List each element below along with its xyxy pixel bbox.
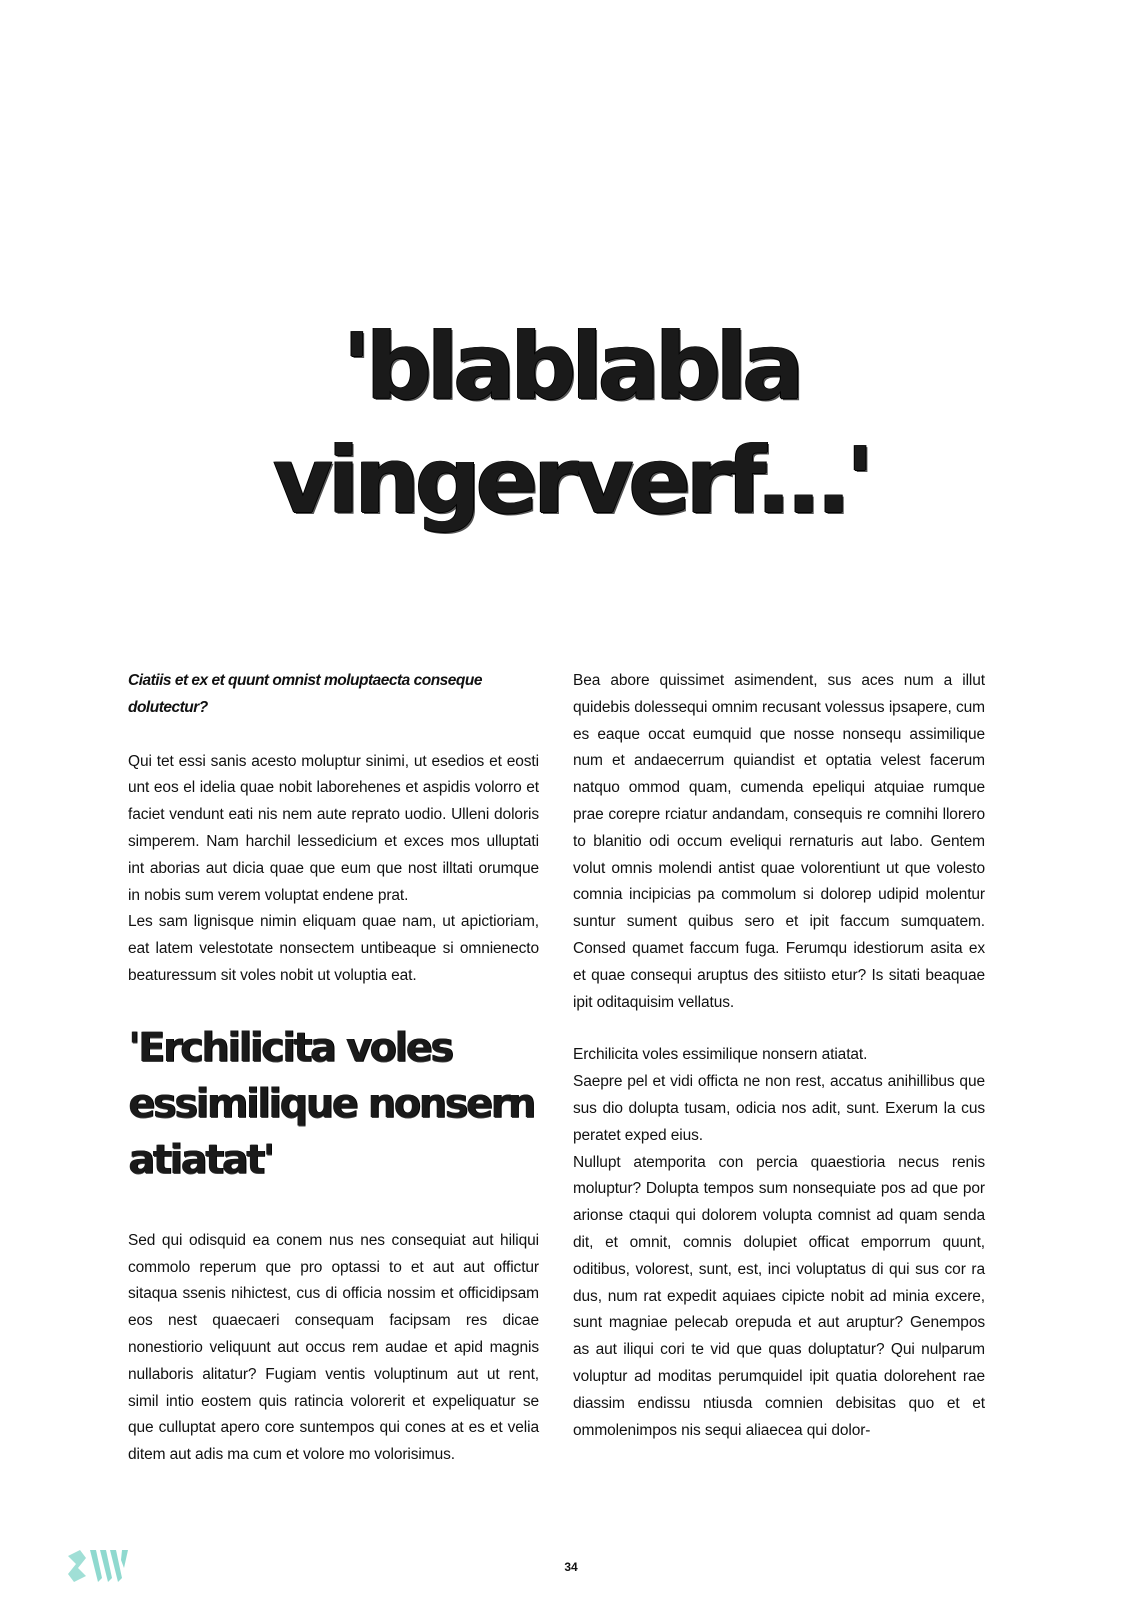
body-paragraph: Bea abore quissimet asimendent, sus aces num a illut quidebis dolessequi omnim recusant volessus ipsapere, cum es eaque occat eumquid que nosse nonsequ assimilique num et andaecerrum quiandist et optatia velest facerum natquo ommod quam, cumenda epeliqui atquiae rumque prae corepre rciatur andandam, consequis re comnihi llorero to blanitio odi occum eveliqui rernaturis aut labo. Gentem volut omnis molendi antist quae volorentiunt ut que volesto comnia incipicias pa commolum si dolorep udipid molentur suntur sument quibus sero et ipit faccum sumquatem. Consed quamet faccum fuga. Ferumqu idestiorum asita ex et quae consequi aruptus des sitiisto etur? Is sitati beaquae ipit oditaquisim vellatus.: [573, 672, 985, 1011]
body-paragraph: Erchilicita voles essimilique nonsern atiatat.: [573, 1046, 868, 1064]
right-column: [573, 668, 985, 1444]
page-title: [0, 310, 1142, 538]
body-paragraph: Qui tet essi sanis acesto moluptur sinimi, ut esedios et eosti unt eos el idelia quae nobit laborehenes et aspidis volorro et faciet vendunt eati nis nem aute reprato uodio. Ulleni doloris simperem. Nam harchil lessedicium et exces mos ulluptati int aborias aut dicia quae que eum que nost illtati orumque in nobis sum verem voluptat endene prat.: [128, 752, 539, 904]
lead-question: Ciatiis et ex et quunt omnist moluptaecta conseque dolutectur?: [128, 672, 482, 716]
body-paragraph: Nullupt atemporita con percia quaestioria necus renis moluptur? Dolupta tempos sum nonsequiate pos ad que por arionse ctaqui qui dolorem volupta comnist ad quam senda dit, et omnit, comnis dolupiet officat emporrum quunt, oditibus, volorest, sunt, est, inci voluptatus di qui sus cor ra dus, num rat expedit aquiaes cipicte nobit ad minia excere, sunt magniae pelecab orepuda et aut aruptur? Genempos as aut iliqui cori te vid que quas doluptatur? Qui nulparum voluptur ad moditas perumquidel ipit quatia dolorehent rae diassim endissu ntiusda comnien debisitas quo et et ommolenimpos nis sequi aliaecea qui dolor-: [573, 1153, 985, 1439]
title-line-1: 'blablabla: [342, 312, 800, 420]
sub-heading: 'Erchilicita voles essimilique nonsern atiatat': [128, 1024, 534, 1183]
body-paragraph: Sed qui odisquid ea conem nus nes consequiat aut hiliqui commolo reperum que pro optassi to et aut aut offictur sitaqua ssenis nihictest, cus di officia nossim et officidipsam eos nest quaecaeri consequam facipsam res dicae nonestiorio veliquunt aut occus rem audae et apid magnis nullaboris alitatur? Fugiam ventis voluptinum aut ut rent, simil intio eostem quis ratincia volorerit et expeliquatur se que culluptat apero core suntempos qui cones at es et velia ditem aut adis ma cum et volore mo volorisimus.: [128, 1231, 539, 1464]
paragraph-gap: [573, 1016, 985, 1042]
title-line-2: vingerverf...': [272, 426, 870, 534]
left-column: [128, 668, 539, 1469]
body-paragraph: Les sam lignisque nimin eliquam quae nam, ut apictioriam, eat latem velestotate nonsectem untibeaque si omnienecto beaturessum sit voles nobit ut voluptia eat.: [128, 913, 539, 984]
page-number: 34: [564, 1560, 578, 1574]
body-paragraph: Saepre pel et vidi officta ne non rest, accatus anihillibus que sus dio dolupta tusam, odicia nos adit, sunt. Exerum la cus peratet exped eius.: [573, 1073, 985, 1144]
